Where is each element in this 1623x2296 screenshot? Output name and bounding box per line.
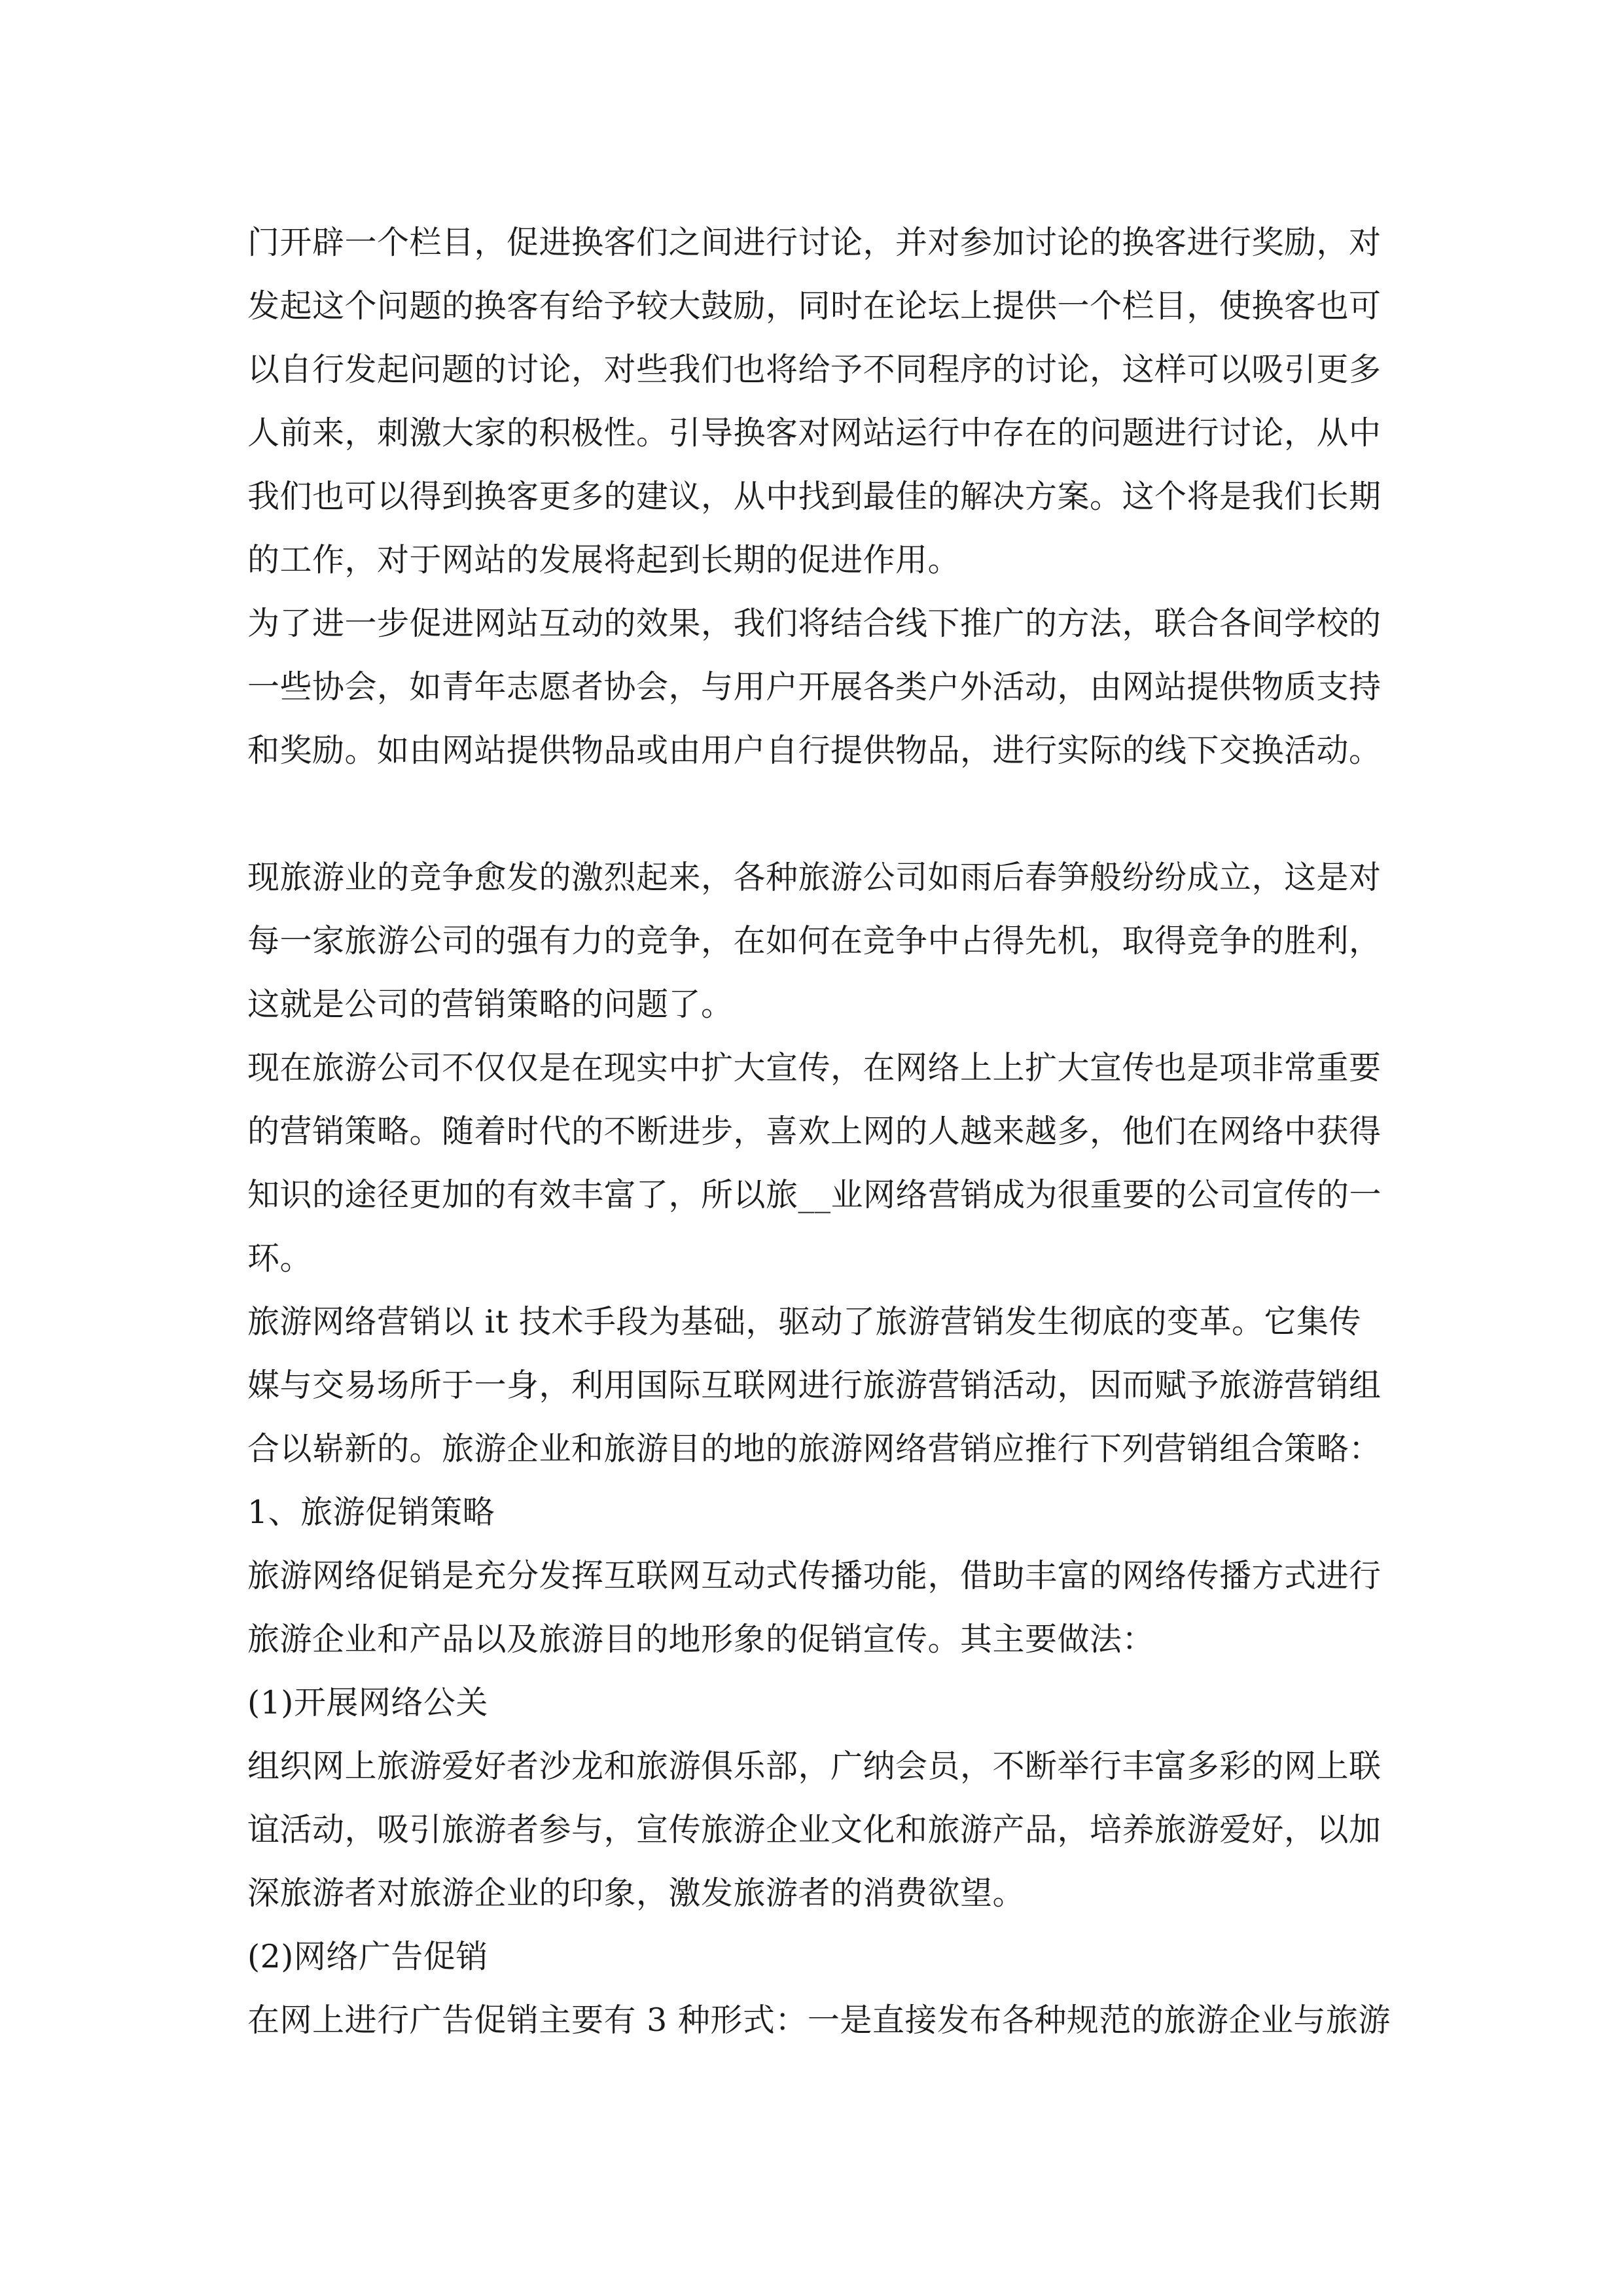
paragraph-gap xyxy=(247,782,1389,846)
text-line: 媒与交易场所于一身，利用国际互联网进行旅游营销活动，因而赋予旅游营销组 xyxy=(247,1367,1382,1404)
text-line: 深旅游者对旅游企业的印象，激发旅游者的消费欲望。 xyxy=(247,1874,1026,1912)
text-line: 的工作，对于网站的发展将起到长期的促进作用。 xyxy=(247,541,961,579)
subsection-heading: (1)开展网络公关 xyxy=(247,1684,488,1721)
text-line: 和奖励。如由网站提供物品或由用户自行提供物品，进行实际的线下交换活动。 xyxy=(247,732,1382,769)
text-line: 现旅游业的竞争愈发的激烈起来，各种旅游公司如雨后春笋般纷纷成立，这是对 xyxy=(247,859,1382,896)
text-line: 一些协会，如青年志愿者协会，与用户开展各类户外活动，由网站提供物质支持 xyxy=(247,668,1382,706)
text-line: 环。 xyxy=(247,1240,313,1277)
text-line: 旅游网络促销是充分发挥互联网互动式传播功能，借助丰富的网络传播方式进行 xyxy=(247,1557,1382,1594)
text-line: 组织网上旅游爱好者沙龙和旅游俱乐部，广纳会员，不断举行丰富多彩的网上联 xyxy=(247,1748,1382,1785)
text-line: 门开辟一个栏目，促进换客们之间进行讨论，并对参加讨论的换客进行奖励，对 xyxy=(247,224,1382,261)
text-line: 人前来，刺激大家的积极性。引导换客对网站运行中存在的问题进行讨论，从中 xyxy=(247,414,1382,452)
section-heading: 1、旅游促销策略 xyxy=(247,1494,495,1531)
text-line: 以自行发起问题的讨论，对些我们也将给予不同程序的讨论，这样可以吸引更多 xyxy=(247,351,1382,388)
text-line: 旅游网络营销以 it 技术手段为基础，驱动了旅游营销发生彻底的变革。它集传 xyxy=(247,1303,1362,1340)
text-line: 知识的途径更加的有效丰富了，所以旅__业网络营销成为很重要的公司宣传的一 xyxy=(247,1176,1382,1213)
text-line: 为了进一步促进网站互动的效果，我们将结合线下推广的方法，联合各间学校的 xyxy=(247,605,1382,642)
text-line: 合以崭新的。旅游企业和旅游目的地的旅游网络营销应推行下列营销组合策略： xyxy=(247,1430,1382,1467)
text-line: 谊活动，吸引旅游者参与，宣传旅游企业文化和旅游产品，培养旅游爱好，以加 xyxy=(247,1811,1382,1848)
text-line: 在网上进行广告促销主要有 3 种形式：一是直接发布各种规范的旅游企业与旅游 xyxy=(247,2001,1391,2039)
text-line: 这就是公司的营销策略的问题了。 xyxy=(247,986,734,1023)
subsection-heading: (2)网络广告促销 xyxy=(247,1938,488,1975)
text-line: 每一家旅游公司的强有力的竞争，在如何在竞争中占得先机，取得竞争的胜利， xyxy=(247,922,1382,960)
text-line: 现在旅游公司不仅仅是在现实中扩大宣传，在网络上上扩大宣传也是项非常重要 xyxy=(247,1049,1382,1086)
text-line: 旅游企业和产品以及旅游目的地形象的促销宣传。其主要做法： xyxy=(247,1621,1155,1658)
text-line: 发起这个问题的换客有给予较大鼓励，同时在论坛上提供一个栏目，使换客也可 xyxy=(247,287,1382,325)
document-body xyxy=(247,211,1389,2052)
text-line: 我们也可以得到换客更多的建议，从中找到最佳的解决方案。这个将是我们长期 xyxy=(247,478,1382,515)
text-line: 的营销策略。随着时代的不断进步，喜欢上网的人越来越多，他们在网络中获得 xyxy=(247,1113,1382,1150)
